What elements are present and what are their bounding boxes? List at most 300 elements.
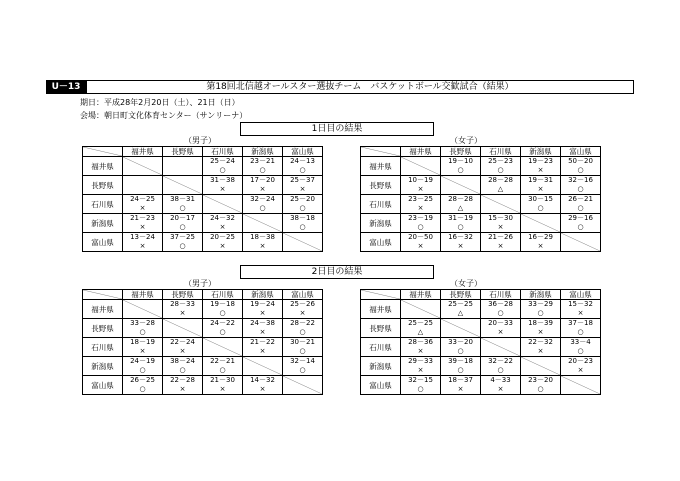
result-mark: ○: [219, 366, 226, 374]
result-cell: [123, 376, 163, 395]
score: 21－22: [250, 338, 275, 346]
column-header: 長野県: [441, 290, 481, 300]
score: 30－15: [528, 195, 553, 203]
score: 19－18: [210, 300, 235, 308]
score: 50－20: [568, 157, 593, 165]
score: 16－32: [448, 233, 473, 241]
result-cell: [441, 233, 481, 252]
result-mark: ○: [497, 366, 504, 374]
result-cell: [123, 176, 163, 195]
result-cell: [441, 195, 481, 214]
result-mark: ○: [537, 204, 544, 212]
diagonal-line: [401, 157, 440, 175]
self-match-cell: [243, 357, 283, 376]
result-cell: [401, 319, 441, 338]
result-mark: ○: [537, 309, 544, 317]
row-header: 長野県: [83, 176, 123, 195]
score: 25－37: [290, 176, 315, 184]
result-cell: [283, 319, 323, 338]
result-cell: [561, 195, 601, 214]
result-mark: ○: [457, 347, 464, 355]
table-row: [83, 357, 323, 376]
result-cell: [401, 176, 441, 195]
corner-diagonal: [361, 147, 400, 156]
score: 28－28: [488, 176, 513, 184]
result-cell: [163, 214, 203, 233]
column-header: 新潟県: [521, 290, 561, 300]
result-mark: △: [417, 328, 424, 336]
column-header: 福井県: [123, 147, 163, 157]
score: 13－24: [130, 233, 155, 241]
result-cell: [203, 319, 243, 338]
score: 22－32: [528, 338, 553, 346]
score: 32－16: [568, 176, 593, 184]
diagonal-line: [521, 357, 560, 375]
result-cell: [203, 300, 243, 319]
score: 19－24: [250, 300, 275, 308]
row-header: 新潟県: [83, 357, 123, 376]
self-match-cell: [521, 214, 561, 233]
result-cell: [163, 357, 203, 376]
result-mark: ○: [577, 185, 584, 193]
result-cell: [441, 157, 481, 176]
result-cell: [441, 376, 481, 395]
score: 19－10: [448, 157, 473, 165]
diagonal-line: [123, 157, 162, 175]
result-mark: ○: [139, 328, 146, 336]
diagonal-line: [561, 376, 600, 394]
diagonal-line: [163, 319, 202, 337]
diagonal-line: [163, 176, 202, 194]
result-cell: [163, 233, 203, 252]
score: 30－21: [290, 338, 315, 346]
score: 18－37: [448, 376, 473, 384]
self-match-cell: [123, 300, 163, 319]
result-mark: ○: [457, 366, 464, 374]
score: 23－19: [408, 214, 433, 222]
column-header: 長野県: [441, 147, 481, 157]
score: 15－32: [568, 300, 593, 308]
diagonal-line: [123, 300, 162, 318]
result-mark: ×: [417, 185, 424, 193]
result-mark: ○: [259, 204, 266, 212]
result-cell: [401, 195, 441, 214]
diagonal-line: [561, 233, 600, 251]
result-cell: [283, 157, 323, 176]
result-mark: ×: [139, 347, 146, 355]
score: 20－23: [568, 357, 593, 365]
result-cell: [123, 319, 163, 338]
result-cell: [283, 338, 323, 357]
result-cell: [481, 300, 521, 319]
day1-girls-label: （女子）: [450, 136, 482, 145]
score: 16－29: [528, 233, 553, 241]
score: 33－29: [528, 300, 553, 308]
result-cell: [521, 338, 561, 357]
diagonal-line: [283, 376, 322, 394]
result-mark: ○: [299, 166, 306, 174]
result-mark: ×: [457, 385, 464, 393]
score: 24－22: [210, 319, 235, 327]
score: 28－28: [448, 195, 473, 203]
column-header: 福井県: [401, 290, 441, 300]
column-header: 長野県: [163, 290, 203, 300]
self-match-cell: [441, 319, 481, 338]
result-mark: ×: [259, 347, 266, 355]
table-corner: [361, 147, 401, 157]
result-cell: [481, 214, 521, 233]
score: 20－33: [488, 319, 513, 327]
result-mark: ×: [259, 242, 266, 250]
score: 14－32: [250, 376, 275, 384]
result-cell: [521, 195, 561, 214]
column-header: 富山県: [283, 147, 323, 157]
diagonal-line: [441, 319, 480, 337]
result-mark: ×: [179, 347, 186, 355]
table-corner: [361, 290, 401, 300]
table-row: [361, 233, 601, 252]
result-mark: ○: [179, 223, 186, 231]
event-venue: 会場：朝日町文化体育センター（サンリーナ）: [80, 111, 248, 120]
row-header: 福井県: [83, 157, 123, 176]
score: 37－18: [568, 319, 593, 327]
result-mark: ×: [497, 223, 504, 231]
category-tag: U－13: [46, 80, 86, 94]
self-match-cell: [401, 157, 441, 176]
result-cell: [123, 338, 163, 357]
result-mark: △: [497, 185, 504, 193]
corner-diagonal: [361, 290, 400, 299]
result-mark: ×: [259, 385, 266, 393]
result-mark: ×: [537, 166, 544, 174]
score: 19－31: [528, 176, 553, 184]
result-mark: ×: [299, 309, 306, 317]
score: 24－32: [210, 214, 235, 222]
score: 25－26: [290, 300, 315, 308]
result-cell: [521, 319, 561, 338]
score: 32－15: [408, 376, 433, 384]
corner-diagonal: [83, 290, 122, 299]
score: 15－30: [488, 214, 513, 222]
result-mark: ○: [139, 366, 146, 374]
score: 38－24: [170, 357, 195, 365]
self-match-cell: [481, 195, 521, 214]
result-cell: [481, 376, 521, 395]
score: 32－22: [488, 357, 513, 365]
result-mark: ○: [179, 242, 186, 250]
result-mark: ×: [497, 242, 504, 250]
document-title: 第18回北信越オールスター選抜チーム バスケットボール交歓試合（結果）: [86, 80, 634, 94]
self-match-cell: [561, 376, 601, 395]
table-row: [83, 376, 323, 395]
result-mark: ×: [417, 347, 424, 355]
table-row: [83, 195, 323, 214]
result-cell: [521, 233, 561, 252]
day2-boys-label: （男子）: [184, 279, 216, 288]
result-cell: [283, 195, 323, 214]
row-header: 新潟県: [361, 357, 401, 376]
row-header: 福井県: [83, 300, 123, 319]
column-header: 富山県: [561, 147, 601, 157]
score: 25－23: [488, 157, 513, 165]
score: 22－24: [170, 338, 195, 346]
diagonal-line: [203, 195, 242, 213]
score: 23－21: [250, 157, 275, 165]
score: 20－25: [210, 233, 235, 241]
diagonal-line: [283, 233, 322, 251]
result-cell: [283, 300, 323, 319]
result-mark: ×: [139, 242, 146, 250]
result-cell: [481, 233, 521, 252]
result-cell: [203, 214, 243, 233]
result-cell: [561, 300, 601, 319]
day1-boys-label: （男子）: [184, 136, 216, 145]
score: 37－25: [170, 233, 195, 241]
result-mark: ○: [219, 309, 226, 317]
result-mark: ×: [497, 328, 504, 336]
score: 24－13: [290, 157, 315, 165]
result-cell: [521, 300, 561, 319]
table-row: [361, 214, 601, 233]
result-mark: ×: [537, 185, 544, 193]
column-header: 石川県: [481, 147, 521, 157]
result-mark: ×: [179, 385, 186, 393]
result-mark: ×: [139, 204, 146, 212]
score: 28－33: [170, 300, 195, 308]
result-mark: ○: [457, 166, 464, 174]
result-mark: ○: [537, 385, 544, 393]
column-header: 福井県: [123, 290, 163, 300]
event-date: 期日：平成28年2月20日（土）、21日（日）: [80, 98, 240, 107]
result-cell: [283, 357, 323, 376]
result-cell: [163, 157, 203, 176]
score: 23－25: [408, 195, 433, 203]
result-cell: [521, 176, 561, 195]
column-header: 石川県: [203, 290, 243, 300]
score: 18－19: [130, 338, 155, 346]
score: 20－50: [408, 233, 433, 241]
score: 25－25: [448, 300, 473, 308]
result-cell: [441, 338, 481, 357]
column-header: 石川県: [481, 290, 521, 300]
score: 26－25: [130, 376, 155, 384]
result-cell: [481, 176, 521, 195]
diagonal-line: [243, 214, 282, 232]
column-header: 石川県: [203, 147, 243, 157]
self-match-cell: [401, 300, 441, 319]
score: 24－19: [130, 357, 155, 365]
table-corner: [83, 290, 123, 300]
result-mark: ○: [497, 309, 504, 317]
row-header: 富山県: [83, 233, 123, 252]
result-cell: [203, 157, 243, 176]
score: 36－28: [488, 300, 513, 308]
day1-girls-table: [360, 146, 601, 252]
self-match-cell: [123, 157, 163, 176]
column-header: 新潟県: [243, 290, 283, 300]
diagonal-line: [521, 214, 560, 232]
score: 39－18: [448, 357, 473, 365]
result-mark: ×: [457, 242, 464, 250]
result-mark: ○: [299, 328, 306, 336]
score: 25－24: [210, 157, 235, 165]
result-cell: [203, 376, 243, 395]
result-mark: ○: [417, 223, 424, 231]
result-mark: ○: [299, 366, 306, 374]
result-mark: ○: [179, 366, 186, 374]
result-mark: ○: [497, 166, 504, 174]
result-cell: [521, 157, 561, 176]
score: 22－28: [170, 376, 195, 384]
result-cell: [203, 357, 243, 376]
result-cell: [163, 376, 203, 395]
row-header: 福井県: [361, 300, 401, 319]
result-mark: ○: [577, 204, 584, 212]
result-mark: ×: [139, 223, 146, 231]
day1-boys-table: [82, 146, 323, 252]
result-mark: ×: [299, 185, 306, 193]
result-mark: △: [457, 204, 464, 212]
score: 29－33: [408, 357, 433, 365]
score: 33－4: [570, 338, 591, 346]
score: 33－20: [448, 338, 473, 346]
result-mark: ○: [299, 204, 306, 212]
result-mark: ×: [259, 328, 266, 336]
result-cell: [481, 357, 521, 376]
score: 23－20: [528, 376, 553, 384]
result-mark: ×: [417, 204, 424, 212]
result-cell: [203, 176, 243, 195]
result-mark: ○: [457, 223, 464, 231]
result-mark: ×: [417, 242, 424, 250]
self-match-cell: [243, 214, 283, 233]
result-cell: [283, 214, 323, 233]
table-row: [361, 319, 601, 338]
result-mark: ×: [537, 242, 544, 250]
score: 19－23: [528, 157, 553, 165]
column-header: 新潟県: [243, 147, 283, 157]
day2-heading: 2日目の結果: [240, 265, 434, 279]
table-row: [361, 357, 601, 376]
result-cell: [243, 176, 283, 195]
table-row: [83, 300, 323, 319]
result-mark: ○: [179, 204, 186, 212]
result-cell: [203, 233, 243, 252]
score: 4－33: [490, 376, 511, 384]
score: 28－22: [290, 319, 315, 327]
result-cell: [243, 338, 283, 357]
result-cell: [561, 157, 601, 176]
table-row: [83, 338, 323, 357]
result-mark: ×: [417, 366, 424, 374]
result-mark: ○: [577, 166, 584, 174]
self-match-cell: [561, 233, 601, 252]
result-cell: [441, 214, 481, 233]
score: 10－19: [408, 176, 433, 184]
table-row: [361, 300, 601, 319]
result-cell: [481, 319, 521, 338]
score: 38－31: [170, 195, 195, 203]
table-row: [361, 157, 601, 176]
score: 21－30: [210, 376, 235, 384]
result-mark: ○: [259, 166, 266, 174]
result-cell: [243, 195, 283, 214]
result-mark: ○: [299, 347, 306, 355]
table-row: [83, 233, 323, 252]
result-cell: [123, 195, 163, 214]
result-cell: [243, 157, 283, 176]
result-mark: ○: [577, 347, 584, 355]
score: 18－39: [528, 319, 553, 327]
score: 28－36: [408, 338, 433, 346]
result-mark: ○: [139, 385, 146, 393]
score: 32－24: [250, 195, 275, 203]
result-cell: [441, 300, 481, 319]
score: 18－38: [250, 233, 275, 241]
result-cell: [401, 214, 441, 233]
table-row: [83, 214, 323, 233]
row-header: 福井県: [361, 157, 401, 176]
score: 32－14: [290, 357, 315, 365]
diagonal-line: [401, 300, 440, 318]
score: 21－26: [488, 233, 513, 241]
result-mark: ○: [577, 328, 584, 336]
corner-diagonal: [83, 147, 122, 156]
column-header: 富山県: [283, 290, 323, 300]
table-corner: [83, 147, 123, 157]
result-cell: [561, 357, 601, 376]
self-match-cell: [441, 176, 481, 195]
result-mark: ×: [497, 385, 504, 393]
result-cell: [163, 300, 203, 319]
score: 25－25: [408, 319, 433, 327]
result-cell: [123, 357, 163, 376]
self-match-cell: [203, 195, 243, 214]
column-header: 富山県: [561, 290, 601, 300]
result-cell: [401, 233, 441, 252]
score: 22－21: [210, 357, 235, 365]
diagonal-line: [481, 195, 520, 213]
result-mark: ○: [577, 223, 584, 231]
row-header: 新潟県: [83, 214, 123, 233]
table-row: [361, 376, 601, 395]
result-cell: [283, 176, 323, 195]
result-cell: [401, 357, 441, 376]
result-mark: △: [457, 309, 464, 317]
result-cell: [561, 176, 601, 195]
score: 17－20: [250, 176, 275, 184]
self-match-cell: [163, 319, 203, 338]
result-cell: [243, 233, 283, 252]
score: 26－21: [568, 195, 593, 203]
result-cell: [243, 300, 283, 319]
self-match-cell: [481, 338, 521, 357]
result-mark: ×: [259, 185, 266, 193]
result-mark: ×: [259, 309, 266, 317]
row-header: 富山県: [83, 376, 123, 395]
result-cell: [123, 233, 163, 252]
row-header: 石川県: [83, 338, 123, 357]
result-mark: ×: [537, 328, 544, 336]
diagonal-line: [441, 176, 480, 194]
self-match-cell: [283, 233, 323, 252]
table-row: [83, 157, 323, 176]
result-mark: ×: [219, 385, 226, 393]
score: 31－19: [448, 214, 473, 222]
table-row: [361, 176, 601, 195]
row-header: 長野県: [83, 319, 123, 338]
column-header: 長野県: [163, 147, 203, 157]
